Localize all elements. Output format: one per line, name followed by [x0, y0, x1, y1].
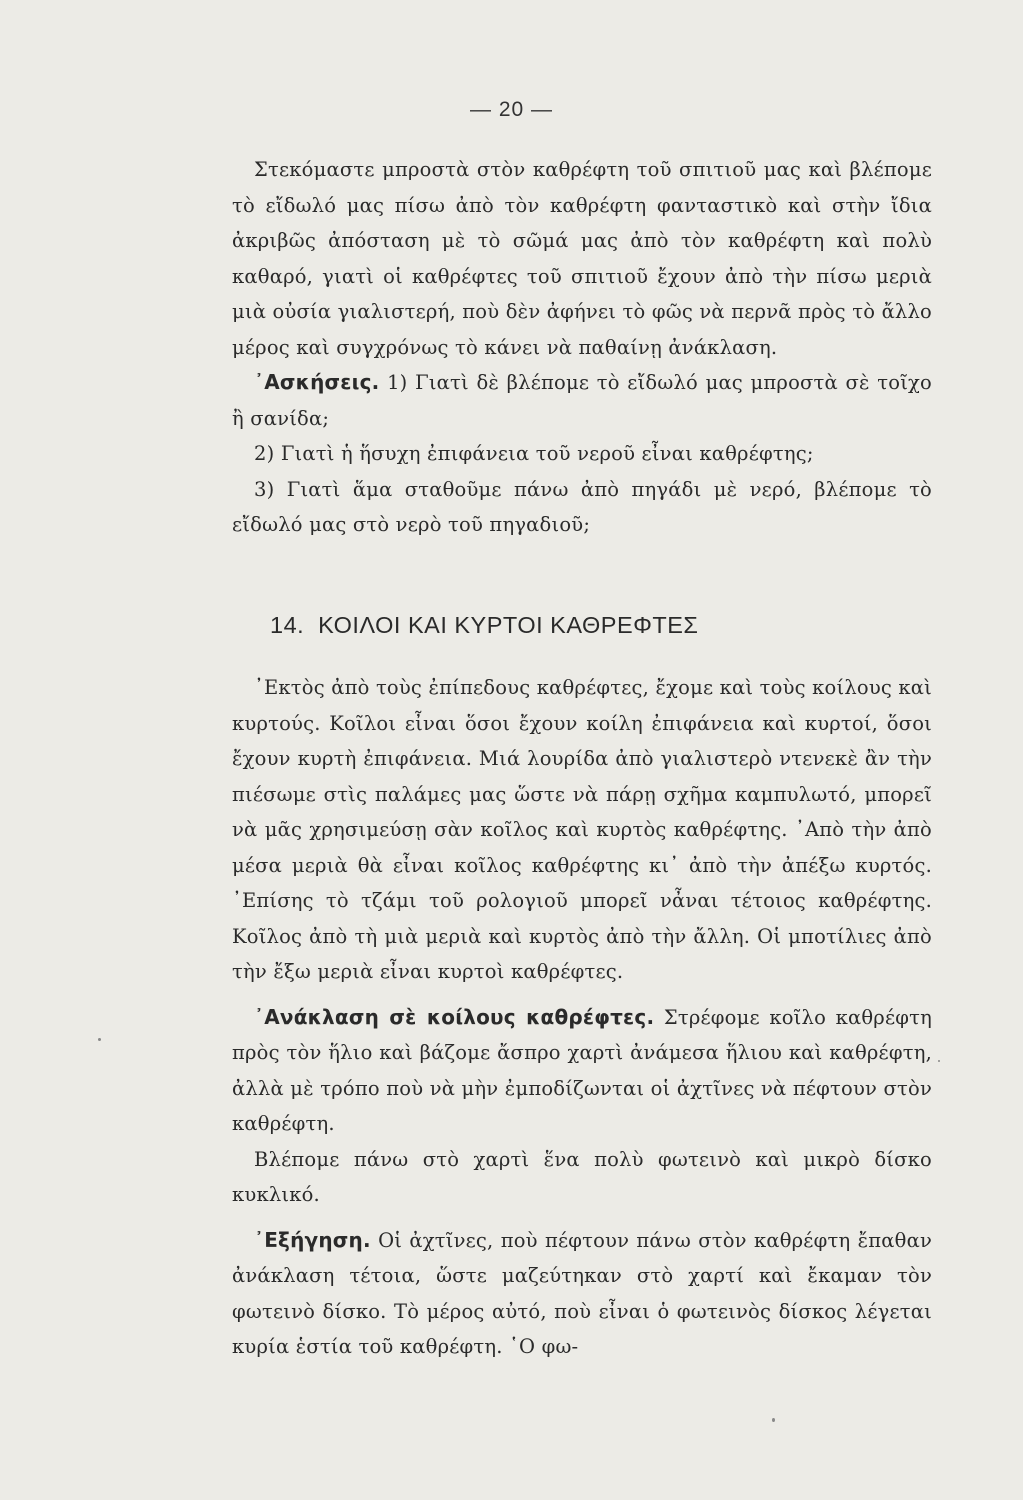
exercise-question-2: 2) Γιατὶ ἡ ἥσυχη ἐπιφάνεια τοῦ νεροῦ εἶναι καθρέφτης; — [254, 442, 814, 465]
section-number: 14. — [270, 612, 305, 638]
exercise-question-3: 3) Γιατὶ ἅμα σταθοῦμε πάνω ἀπὸ πηγάδι μὲ νερό, βλέπομε τὸ εἴδωλό μας στὸ νερὸ τοῦ πηγαδιοῦ; — [232, 477, 932, 536]
section-paragraph: ᾿Εκτὸς ἀπὸ τοὺς ἐπίπεδους καθρέφτες, ἔχομε καὶ τοὺς κοίλους καὶ κυρτούς. Κοῖλοι εἶναι ὅσοι ἔχουν κοίλη ἐπιφάνεια καὶ κυρτοί, ὅσοι ἔχουν κυρτὴ ἐπιφάνεια. Μιά λουρίδα ἀπὸ γιαλιστερὸ ντενεκὲ ἂν τὴν πιέσωμε στὶς παλάμες μας ὥστε νὰ πάρῃ σχῆμα καμπυλωτό, μπορεῖ νὰ μᾶς χρησιμεύσῃ σὰν κοῖλος καὶ κυρτὸς καθρέφτης. ᾿Απὸ τὴν ἀπὸ μέσα μεριὰ θὰ εἶναι κοῖλος καθρέφτης κι᾿ ἀπὸ τὴν ἀπέξω κυρτός. ᾿Επίσης τὸ τζάμι τοῦ ρολογιοῦ μπορεῖ νἆναι τέτοιος καθρέφτης. Κοῖλος ἀπὸ τὴ μιὰ μεριὰ καὶ κυρτὸς ἀπὸ τὴν ἄλλη. Οἱ μποτίλιες ἀπὸ τὴν ἔξω μεριὰ εἶναι κυρτοὶ καθρέφτες. — [232, 676, 933, 983]
explanation-label: ᾿Εξήγηση. — [254, 1227, 371, 1252]
page-number: — 20 — — [469, 98, 554, 121]
exercise-question-1: 1) Γιατὶ δὲ βλέπομε τὸ εἴδωλό μας μπροστὰ σὲ τοῖχο ἢ σανίδα; — [232, 371, 932, 430]
intro-block — [232, 152, 932, 543]
exercises-label: ᾿Ασκήσεις. — [254, 370, 380, 394]
reflection-label: ᾿Ανάκλαση σὲ κοίλους καθρέφτες. — [254, 1004, 655, 1029]
reflection-paragraph — [232, 1000, 932, 1142]
paper-speck — [938, 1060, 940, 1062]
section-title: ΚΟΙΛΟΙ ΚΑΙ ΚΥΡΤΟΙ ΚΑΘΡΕΦΤΕΣ — [318, 612, 699, 638]
exercises-paragraph — [232, 365, 932, 436]
intro-paragraph: Στεκόμαστε μπροστὰ στὸν καθρέφτη τοῦ σπιτιοῦ μας καὶ βλέπομε τὸ εἴδωλό μας πίσω ἀπὸ τὸν καθρέφτη φανταστικὸ καὶ στὴν ἴδια ἀκριβῶς ἀπόσταση μὲ τὸ σῶμά μας ἀπὸ τὸν καθρέφτη καὶ πολὺ καθαρό, γιατὶ οἱ καθρέφτες τοῦ σπιτιοῦ ἔχουν ἀπὸ τὴν πίσω μεριὰ μιὰ οὐσία γιαλιστερή, ποὺ δὲν ἀφήνει τὸ φῶς νὰ περνᾶ πρὸς τὸ ἄλλο μέρος καὶ συγχρόνως τὸ κάνει νὰ παθαίνῃ ἀνάκλαση. — [232, 158, 932, 359]
section-heading — [270, 612, 698, 639]
explanation-paragraph — [232, 1223, 932, 1365]
reflection-text: Στρέφομε κοῖλο καθρέφτη πρὸς τὸν ἥλιο καὶ βάζομε ἄσπρο χαρτὶ ἀνάμεσα ἥλιου καὶ καθρέφτη, ἀλλὰ μὲ τρόπο ποὺ νὰ μὴν ἐμποδίζωνται οἱ ἀχτῖνες νὰ πέφτουν στὸν καθρέφτη. — [232, 1005, 932, 1135]
reflection-result: Βλέπομε πάνω στὸ χαρτὶ ἕνα πολὺ φωτεινὸ καὶ μικρὸ δίσκο κυκλικό. — [232, 1147, 932, 1206]
section-body — [232, 670, 932, 1365]
explanation-text: Οἱ ἀχτῖνες, ποὺ πέφτουν πάνω στὸν καθρέφτη ἔπαθαν ἀνάκλαση τέτοια, ὥστε μαζεύτηκαν στὸ χαρτί καὶ ἔκαμαν τὸν φωτεινὸ δίσκο. Τὸ μέρος αὐτό, ποὺ εἶναι ὁ φωτεινὸς δίσκος λέγεται κυρία ἑστία τοῦ καθρέφτη. ῾Ο φω- — [232, 1228, 933, 1358]
paper-speck — [772, 1418, 775, 1422]
paper-speck — [98, 1038, 101, 1041]
